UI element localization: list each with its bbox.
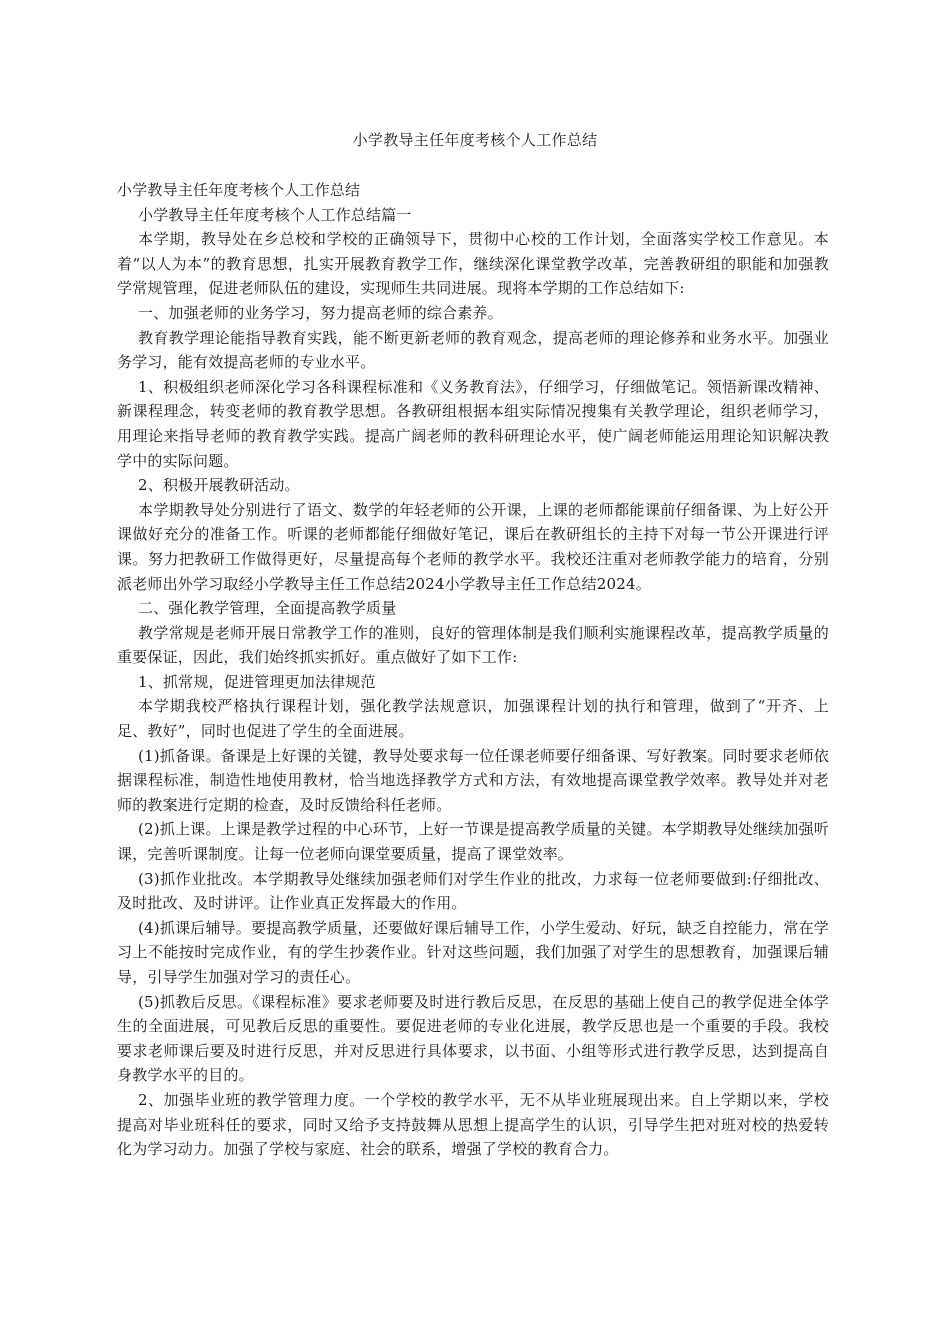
subsection-heading: 2、积极开展教研活动。 [138,476,300,495]
list-item: (4)抓课后辅导。要提高教学质量，还要做好课后辅导工作，小学生爱动、好玩，缺乏自控能力，常在学习上不能按时完成作业，有的学生抄袭作业。针对这些问题，我们加强了对学生的思想教育，加强课后辅导，引导学生加强对学习的责任心。 [117,918,829,986]
subsection-heading: 1、抓常规，促进管理更加法律规范 [138,672,376,691]
paragraph: 教学常规是老师开展日常教学工作的准则，良好的管理体制是我们顺利实施课程改革，提高教学质量的重要保证，因此，我们始终抓实抓好。重点做好了如下工作: [117,623,829,667]
section-heading-one: 一、加强老师的业务学习，努力提高老师的综合素养。 [138,303,503,322]
section-heading-two: 二、强化教学管理，全面提高教学质量 [138,599,397,618]
heading-line: 小学教导主任年度考核个人工作总结 [117,181,361,199]
list-item: (1)抓备课。备课是上好课的关键，教导处要求每一位任课老师要仔细备课、写好教案。同时要求老师依据课程标准，制造性地使用教材，恰当地选择教学方式和方法，有效地提高课堂教学效率。教导处并对老师的教案进行定期的检查，及时反馈给科任老师。 [117,746,829,814]
list-item: (2)抓上课。上课是教学过程的中心环节，上好一节课是提高教学质量的关键。本学期教导处继续加强听课，完善听课制度。让每一位老师向课堂要质量，提高了课堂效率。 [117,820,829,864]
paragraph: 1、积极组织老师深化学习各科课程标准和《义务教育法》，仔细学习，仔细做笔记。领悟新课改精神、新课程理念，转变老师的教育教学思想。各教研组根据本组实际情况搜集有关教学理论，组织老师学习，用理论来指导老师的教育教学实践。提高广阔老师的教科研理论水平，使广阔老师能运用理论知识解决教学中的实际问题。 [117,377,829,470]
document-title: 小学教导主任年度考核个人工作总结 [352,131,598,149]
list-item: (5)抓教后反思。《课程标准》要求老师要及时进行教后反思，在反思的基础上使自己的教学促进全体学生的全面进展，可见教后反思的重要性。要促进老师的专业化进展，教学反思也是一个重要的手段。我校要求老师课后要及时进行反思，并对反思进行具体要求，以书面、小组等形式进行教学反思，达到提高自身教学水平的目的。 [117,992,829,1085]
paragraph: 本学期教导处分别进行了语文、数学的年轻老师的公开课，上课的老师都能课前仔细备课、为上好公开课做好充分的准备工作。听课的老师都能仔细做好笔记，课后在教研组长的主持下对每一节公开课进行评课。努力把教研工作做得更好，尽量提高每个老师的教学水平。我校还注重对老师教学能力的培育，分别派老师出外学习取经小学教导主任工作总结2024小学教导主任工作总结2024。 [117,500,829,593]
paragraph: 2、加强毕业班的教学管理力度。一个学校的教学水平，无不从毕业班展现出来。自上学期以来，学校提高对毕业班科任的要求，同时又给予支持鼓舞从思想上提高学生的认识，引导学生把对班对校的热爱转化为学习动力。加强了学校与家庭、社会的联系，增强了学校的教育合力。 [117,1090,829,1159]
paragraph: 教育教学理论能指导教育实践，能不断更新老师的教育观念，提高老师的理论修养和业务水平。加强业务学习，能有效提高老师的专业水平。 [117,328,829,372]
document-body [117,178,829,1162]
list-item: (3)抓作业批改。本学期教导处继续加强老师们对学生作业的批改，力求每一位老师要做到:仔细批改、及时批改、及时讲评。让作业真正发挥最大的作用。 [117,869,829,913]
paragraph-intro: 本学期，教导处在乡总校和学校的正确领导下，贯彻中心校的工作计划，全面落实学校工作意见。本着“以人为本”的教育思想，扎实开展教育教学工作，继续深化课堂教学改革，完善教研组的职能和加强教学常规管理，促进老师队伍的建设，实现师生共同进展。现将本学期的工作总结如下: [117,230,829,298]
subheading-line: 小学教导主任年度考核个人工作总结篇一 [138,205,412,224]
paragraph: 本学期我校严格执行课程计划，强化教学法规意识，加强课程计划的执行和管理，做到了“开齐、上足、教好”，同时也促进了学生的全面进展。 [117,697,829,741]
